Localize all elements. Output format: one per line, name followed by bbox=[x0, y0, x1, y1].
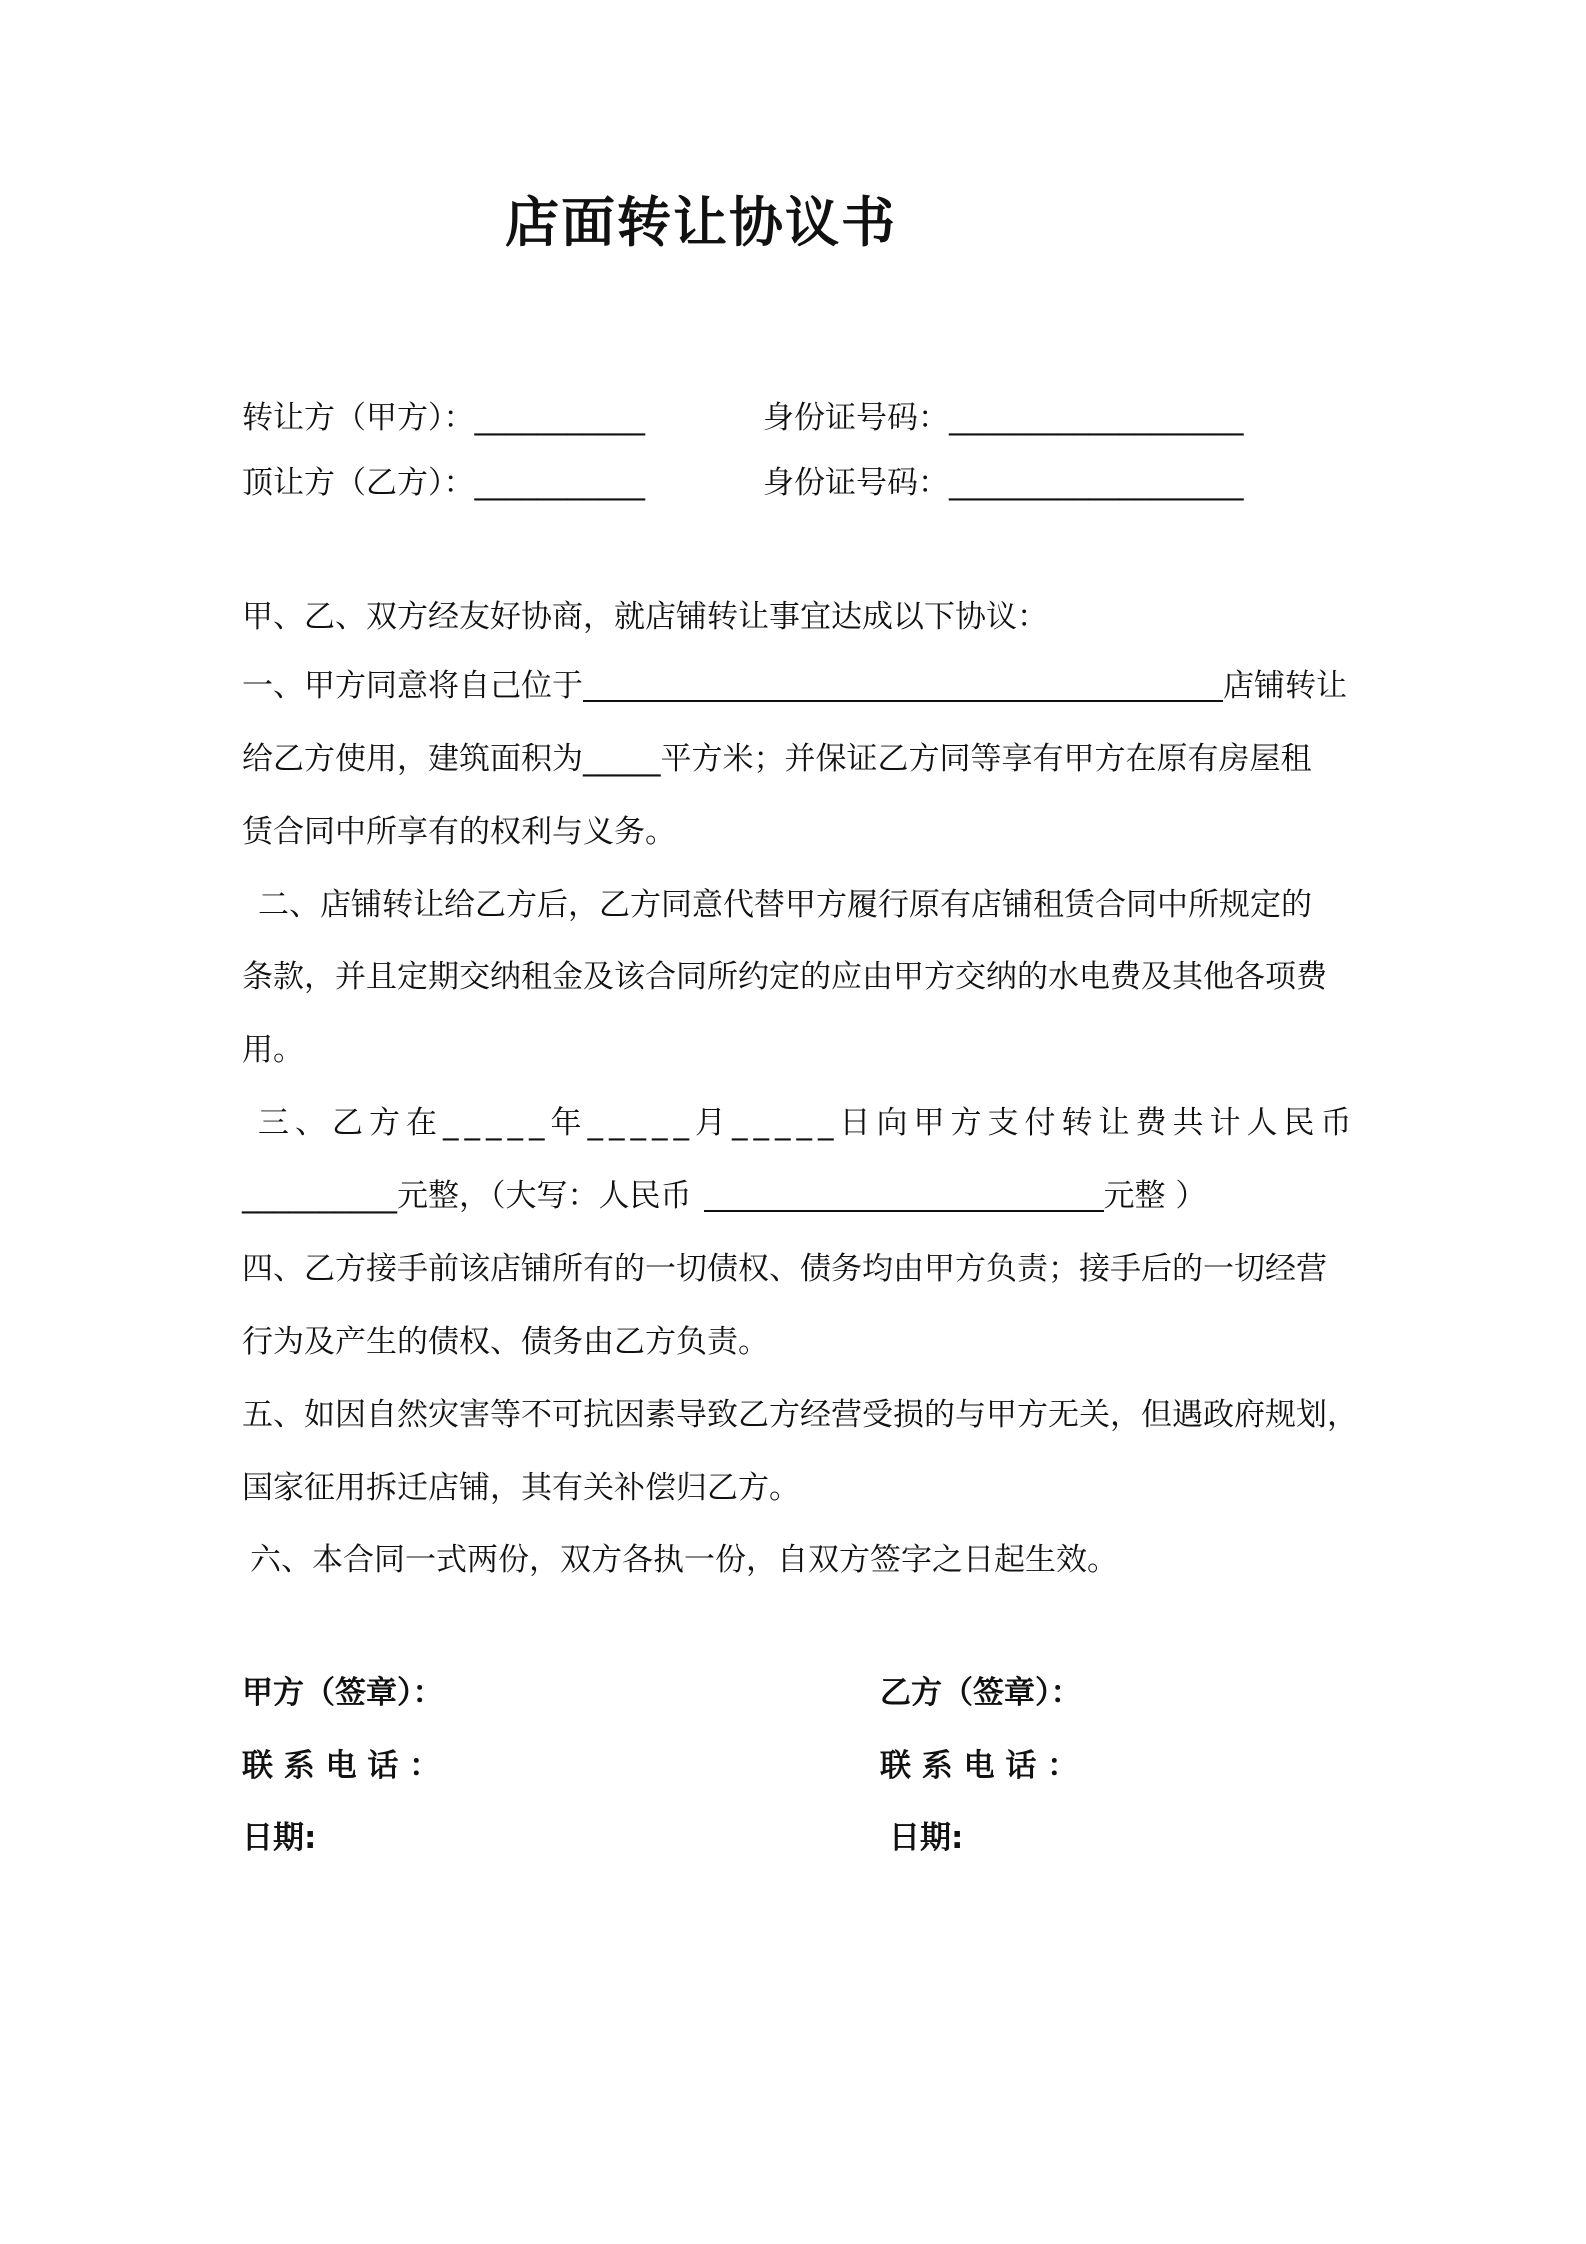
party-b-sign-label: 乙方（签章）： bbox=[880, 1675, 1082, 1711]
party-a-date-label: 日期: bbox=[242, 1820, 317, 1856]
clause4-text: 四、乙方接手前该店铺所有的一切债权、债务均由甲方负责；接手后的一切经营 bbox=[242, 1251, 1327, 1287]
party-a-sign-label: 甲方（签章）： bbox=[242, 1675, 444, 1711]
party-b-phone-label: 联 系 电 话 ： bbox=[880, 1748, 1079, 1784]
clause1-line3: 赁合同中所享有的权利与义务。 bbox=[242, 814, 676, 850]
clause2-line3: 用。 bbox=[242, 1032, 304, 1068]
transferee-blank: ___________ bbox=[474, 465, 645, 501]
transferor-id-blank: ___________________ bbox=[949, 400, 1244, 436]
clause3-line1: 三、乙方在_____年_____月_____日向甲方支付转让费共计人民币 bbox=[258, 1105, 1358, 1141]
clause4-line2: 行为及产生的债权、债务由乙方负责。 bbox=[242, 1324, 769, 1360]
transferor-blank: ___________ bbox=[474, 400, 645, 436]
page-title: 店面转让协议书 bbox=[505, 191, 897, 254]
party-a-phone-label: 联 系 电 话 ： bbox=[242, 1748, 441, 1784]
clause3-line2 bbox=[242, 1176, 1206, 1216]
clause1-line2: 给乙方使用，建筑面积为_____平方米；并保证乙方同等享有甲方在原有房屋租 bbox=[242, 741, 1312, 777]
intro-paragraph: 甲、乙、双方经友好协商，就店铺转让事宜达成以下协议： bbox=[242, 599, 1048, 635]
transferor-row bbox=[242, 398, 645, 438]
clause2-line2: 条款，并且定期交纳租金及该合同所约定的应由甲方交纳的水电费及其他各项费 bbox=[242, 959, 1327, 995]
party-b-date-label: 日期: bbox=[889, 1820, 964, 1856]
clause1-text-b: 店铺转让 bbox=[1223, 668, 1347, 704]
clause4-line1 bbox=[242, 1249, 1327, 1289]
transferee-row bbox=[242, 463, 645, 503]
transferor-id-row bbox=[763, 398, 1244, 438]
clause3-text-b: 元整 ） bbox=[1103, 1178, 1207, 1214]
transferee-label: 顶让方（乙方）： bbox=[242, 465, 475, 501]
transferee-id-label: 身份证号码： bbox=[763, 465, 949, 501]
transferor-id-label: 身份证号码： bbox=[763, 400, 949, 436]
clause2-line1: 二、店铺转让给乙方后，乙方同意代替甲方履行原有店铺租赁合同中所规定的 bbox=[258, 887, 1312, 923]
address-blank bbox=[583, 666, 1223, 702]
clause5-line1: 五、如因自然灾害等不可抗因素导致乙方经营受损的与甲方无关，但遇政府规划， bbox=[242, 1397, 1358, 1433]
transferee-id-row bbox=[763, 463, 1244, 503]
amount-words-blank bbox=[704, 1176, 1104, 1212]
clause6-paragraph: 六、本合同一式两份，双方各执一份，自双方签字之日起生效。 bbox=[250, 1542, 1118, 1578]
transferor-label: 转让方（甲方）： bbox=[242, 400, 475, 436]
clause3-text-a: __________元整，（大写：人民币 bbox=[242, 1178, 692, 1214]
transferee-id-blank: ___________________ bbox=[949, 465, 1244, 501]
clause1-text-a: 一、甲方同意将自己位于 bbox=[242, 668, 583, 704]
clause1-line1 bbox=[242, 666, 1347, 706]
clause5-line2: 国家征用拆迁店铺，其有关补偿归乙方。 bbox=[242, 1470, 800, 1506]
